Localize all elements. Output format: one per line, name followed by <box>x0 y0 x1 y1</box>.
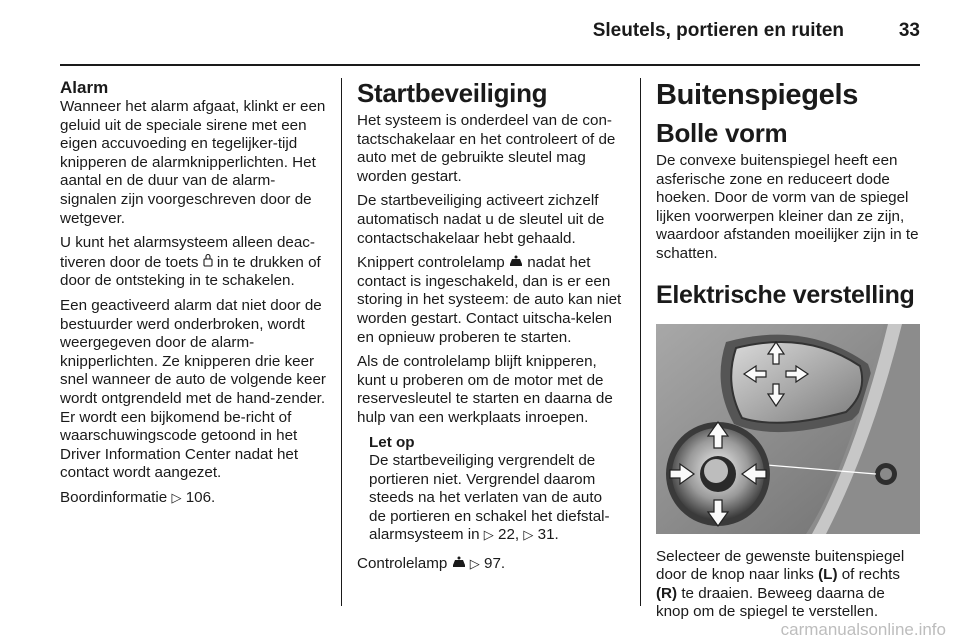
column-divider <box>640 78 641 606</box>
chapter-title: Sleutels, portieren en ruiten <box>592 20 844 41</box>
alarm-paragraph-3: Een geactiveerd alarm dat niet door de bestuurder werd onderbroken, wordt weergegeven door de alarm-knipperlichten. Ze knipperen drie keer snel wanneer de auto de volgende keer wordt ontgrendeld met de hand-zender. Er wordt een bijkomend be-richt of waarschuwingscode getoond in het Driver Information Center nadat het contact wordt aangezet. <box>60 296 326 482</box>
page-header <box>60 18 920 46</box>
page-number: 33 <box>898 20 920 41</box>
alarm-reference: Boordinformatie ▷ 106. <box>60 488 216 506</box>
convex-heading: Bolle vorm <box>656 118 788 148</box>
column-mirrors <box>656 78 920 628</box>
immobiliser-paragraph-1: Het systeem is onderdeel van de con-tactschakelaar en het controleert of de auto met de gebruikte sleutel mag worden gestart. <box>357 112 616 185</box>
immobiliser-paragraph-3: Knippert controlelamp nadat het contact is ingeschakeld, dan is er een storing in het systeem: de auto kan niet worden gestart. Contact uitscha-kelen en opnieuw proberen te starten. <box>357 254 622 346</box>
reference-arrow-icon: ▷ <box>483 527 494 543</box>
alarm-paragraph-1: Wanneer het alarm afgaat, klinkt er een geluid uit de speciale sirene met een eigen accuvoeding en tegelijker-tijd knipperen de alarmknipperlichten. Het aantal en de duur van de alarm-signalen zijn voorgeschreven door de wetgever. <box>60 98 326 227</box>
reference-arrow-icon: ▷ <box>171 489 182 505</box>
reference-arrow-icon: ▷ <box>469 556 480 572</box>
immobilizer-lamp-icon <box>452 555 466 574</box>
column-immobiliser <box>357 78 623 580</box>
immobilizer-lamp-icon <box>509 254 523 273</box>
alarm-paragraph-2: U kunt het alarmsysteem alleen deac-tiveren door de toets in te drukken of door de ontsteking in te schakelen. <box>60 234 321 290</box>
electric-adjust-heading: Elektrische verstelling <box>656 280 915 309</box>
convex-paragraph: De convexe buitenspiegel heeft een asferische zone en reduceert dode hoeken. Door de vorm van de spiegel lijken voorwerpen kleiner dan ze zijn, waardoor afstanden moeilijker zijn in te schatten. <box>656 152 919 262</box>
electric-adjust-paragraph: Selecteer de gewenste buitenspiegel door de knop naar links (L) of rechts (R) te draaien. Beweeg daarna de knop om de spiegel te verstellen. <box>656 547 905 621</box>
left-mirror-label: (L) <box>818 566 838 584</box>
column-divider <box>341 78 342 606</box>
immobiliser-paragraph-2: De startbeveiliging activeert zichzelf automatisch nadat u de sleutel uit de contactschakelaar hebt gehaald. <box>357 192 605 247</box>
note-box <box>357 434 623 546</box>
mirrors-heading: Buitenspiegels <box>656 79 859 111</box>
header-rule <box>60 64 920 66</box>
right-mirror-label: (R) <box>656 584 678 602</box>
immobiliser-heading: Startbeveiliging <box>357 78 548 108</box>
mirror-control-illustration <box>656 324 920 534</box>
lamp-reference: Controlelamp ▷ 97. <box>357 555 506 573</box>
column-alarm <box>60 78 326 513</box>
immobiliser-paragraph-4: Als de controlelamp blijft knipperen, kunt u proberen om de motor met de reservesleutel te starten en daarna de hulp van een werkplaats inroepen. <box>357 353 613 426</box>
watermark: carmanualsonline.info <box>780 620 946 639</box>
note-title: Let op <box>369 433 415 451</box>
lock-button-icon <box>203 253 213 273</box>
note-text: De startbeveiliging vergrendelt de portieren niet. Vergrendel daarom steeds na het verlaten van de auto de portieren en schakel het diefstal-alarmsysteem in ▷ 22, ▷ 31. <box>369 452 610 544</box>
alarm-heading: Alarm <box>60 78 109 97</box>
reference-arrow-icon: ▷ <box>523 527 534 543</box>
